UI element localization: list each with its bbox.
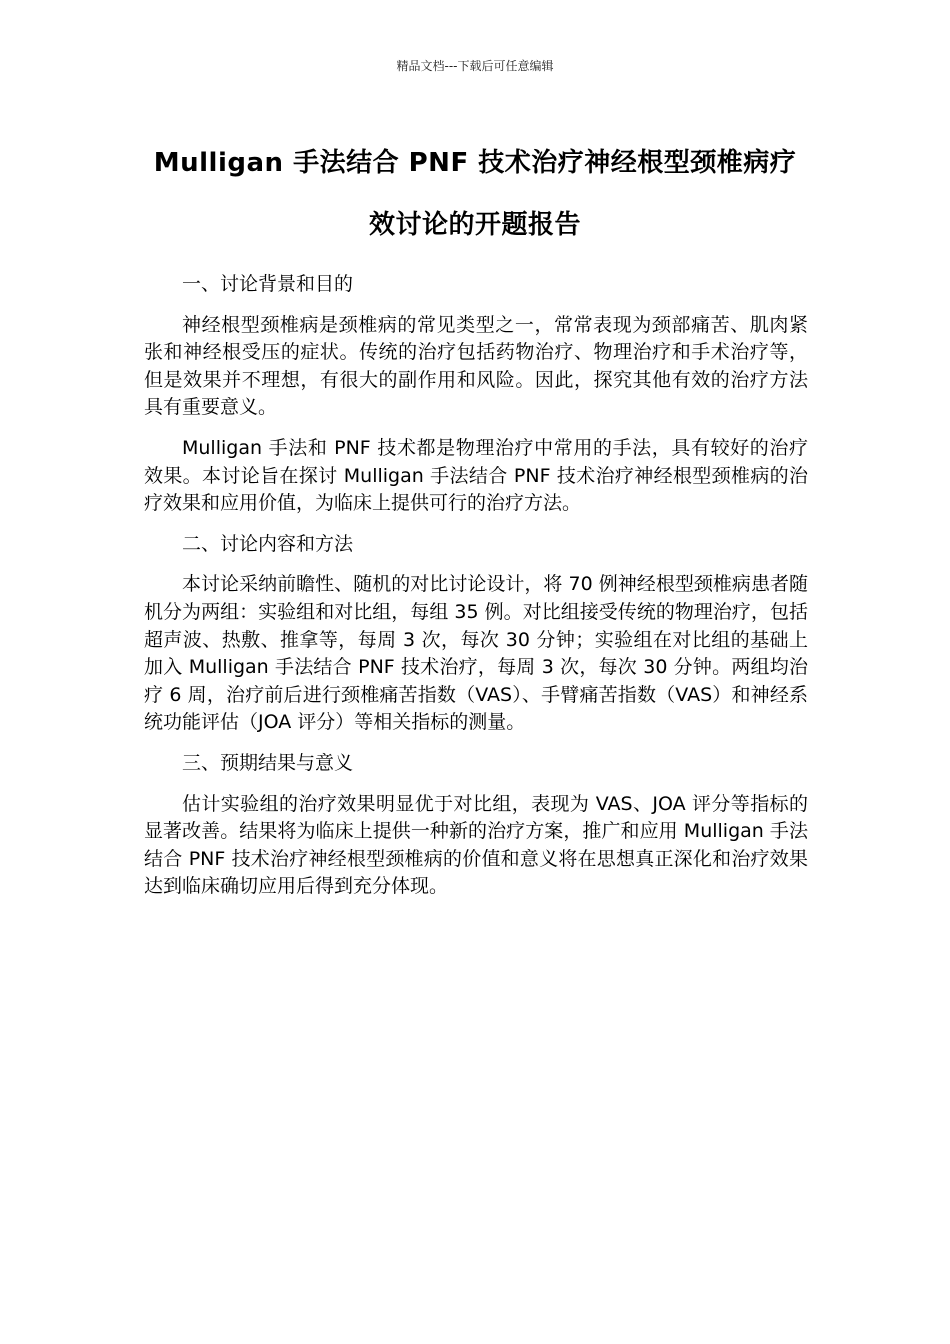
body-paragraph: 神经根型颈椎病是颈椎病的常见类型之一，常常表现为颈部痛苦、肌肉紧张和神经根受压的症状。传统的治疗包括药物治疗、物理治疗和手术治疗等，但是效果并不理想，有很大的副作用和风险。因此，探究其他有效的治疗方法具有重要意义。 [144,313,808,419]
body-paragraph: 本讨论采纳前瞻性、随机的对比讨论设计，将 70 例神经根型颈椎病患者随机分为两组：实验组和对比组，每组 35 例。对比组接受传统的物理治疗，包括超声波、热敷、推拿等，每周 3 次，每次 30 分钟；实验组在对比组的基础上加入 Mulligan 手法结合 PNF 技术治疗，每周 3 次，每次 30 分钟。两组均治疗 6 周，治疗前后进行颈椎痛苦指数（VAS）、手臂痛苦指数（VAS）和神经系统功能评估（JOA 评分）等相关指标的测量。 [144,573,808,734]
title-line-1: Mulligan 手法结合 PNF 技术治疗神经根型颈椎病疗 [153,148,797,178]
body-paragraph: 估计实验组的治疗效果明显优于对比组，表现为 VAS、JOA 评分等指标的显著改善。结果将为临床上提供一种新的治疗方案，推广和应用 Mulligan 手法结合 PNF 技术治疗神经根型颈椎病的价值和意义将在思想真正深化和治疗效果达到临床确切应用后得到充分体现。 [144,792,808,898]
section-heading: 三、预期结果与意义 [182,751,354,774]
title-line-2: 效讨论的开题报告 [368,210,581,240]
document-title [130,132,820,256]
document-body [144,271,808,914]
body-paragraph: Mulligan 手法和 PNF 技术都是物理治疗中常用的手法，具有较好的治疗效果。本讨论旨在探讨 Mulligan 手法结合 PNF 技术治疗神经根型颈椎病的治疗效果和应用价值，为临床上提供可行的治疗方法。 [144,436,808,515]
section-heading: 一、讨论背景和目的 [182,273,354,295]
section-background [144,271,808,518]
section-expected-results [144,750,808,901]
section-methods [144,531,808,737]
header-note: 精品文档---下载后可任意编辑 [396,59,554,73]
section-heading: 二、讨论内容和方法 [182,532,354,555]
